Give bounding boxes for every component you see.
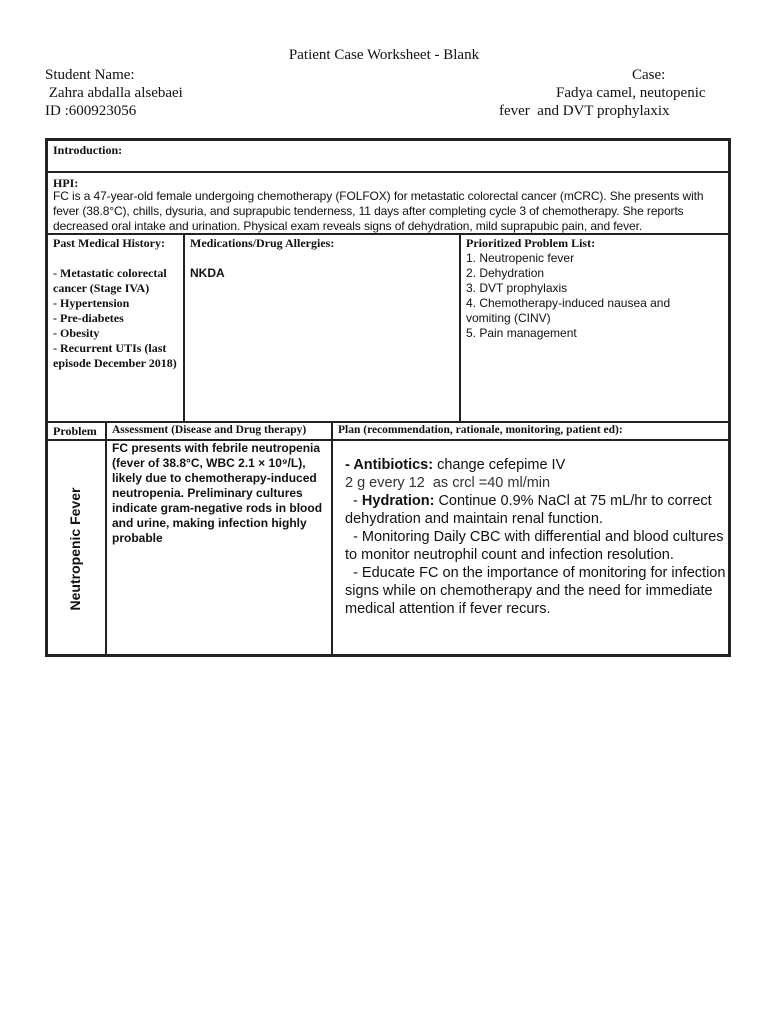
col-header-plan: Plan (recommendation, rationale, monitoring, patient ed):	[338, 424, 623, 436]
problem-cell	[49, 441, 101, 656]
problem-item: 1. Neutropenic fever	[466, 251, 575, 265]
pmh-item: - Pre-diabetes	[53, 311, 124, 325]
divider-pmh-meds	[183, 234, 185, 421]
divider-meds-problems	[459, 234, 461, 421]
problem-item: 5. Pain management	[466, 326, 577, 340]
problem-item: 3. DVT prophylaxis	[466, 281, 568, 295]
hydration-label: Hydration:	[361, 493, 435, 509]
worksheet-table	[45, 138, 731, 657]
problem-item: 4. Chemotherapy-induced nausea and vomiting (CINV)	[466, 296, 671, 325]
plan-cell	[345, 456, 729, 618]
pmh-list	[53, 266, 179, 371]
case-label: Case:	[632, 67, 666, 83]
plan-monitoring: - Monitoring Daily CBC with differential and blood cultures to monitor neutrophil count and infection resolution.	[345, 529, 728, 563]
assessment-text: FC presents with febrile neutropenia (fever of 38.8°C, WBC 2.1 × 10⁹/L), likely due to chemotherapy-induced neutropenia. Preliminary cultures indicate gram-negative rods in blood and urine, making infection highly probable	[112, 441, 323, 545]
rule-history	[48, 421, 728, 423]
plan-antibiotics	[345, 456, 729, 474]
col-header-problem: Problem	[53, 424, 97, 438]
plan-education: - Educate FC on the importance of monitoring for infection signs while on chemotherapy and the need for immediate medical attention if fever recurs.	[345, 565, 730, 617]
hydration-text: Continue 0.9% NaCl at 75 mL/hr to correct dehydration and maintain renal function.	[345, 493, 712, 527]
student-id: ID :600923056	[45, 103, 137, 119]
pmh-label: Past Medical History:	[53, 236, 165, 250]
hpi-text: FC is a 47-year-old female undergoing chemotherapy (FOLFOX) for metastatic colorectal cancer (mCRC). She presents with fever (38.8°C), chills, dysuria, and suprapubic tenderness, 11 days after completing cycle 3 of chemotherapy. She reports decreased oral intake and urination. Physical exam reveals signs of dehydration, mild suprapubic pain, and fever.	[53, 189, 704, 233]
antibiotic-dose: 2 g every 12 as crcl =40 ml/min	[345, 475, 551, 491]
worksheet-title: Patient Case Worksheet - Blank	[288, 47, 480, 63]
pmh-item: - Recurrent UTIs (last episode December 2018)	[53, 341, 177, 370]
antibiotics-label: - Antibiotics:	[345, 457, 434, 473]
problem-name: Neutropenic Fever	[67, 487, 83, 610]
student-name-label: Student Name:	[45, 67, 135, 83]
col-header-assessment: Assessment (Disease and Drug therapy)	[112, 424, 307, 436]
problem-list-label: Prioritized Problem List:	[466, 236, 596, 250]
meds-value: NKDA	[190, 266, 225, 280]
plan-hydration	[345, 492, 729, 528]
pmh-item: - Obesity	[53, 326, 100, 340]
problem-item: 2. Dehydration	[466, 266, 545, 280]
introduction-label: Introduction:	[53, 143, 123, 157]
divider-problem-assessment	[105, 422, 107, 657]
pmh-item: - Hypertension	[53, 296, 130, 310]
divider-assessment-plan	[331, 422, 333, 657]
student-name: Zahra abdalla alsebaei	[45, 85, 183, 101]
case-line-1: Fadya camel, neutopenic	[556, 85, 706, 101]
hpi-label: HPI:	[53, 176, 79, 190]
problem-list	[466, 251, 706, 341]
hydration-prefix: -	[345, 493, 362, 509]
rule-intro	[48, 171, 728, 173]
meds-label: Medications/Drug Allergies:	[190, 236, 335, 250]
pmh-item: - Metastatic colorectal cancer (Stage IVA)	[53, 266, 167, 295]
case-line-2: fever and DVT prophylaxix	[499, 103, 670, 119]
antibiotics-text: change cefepime IV	[433, 457, 566, 473]
